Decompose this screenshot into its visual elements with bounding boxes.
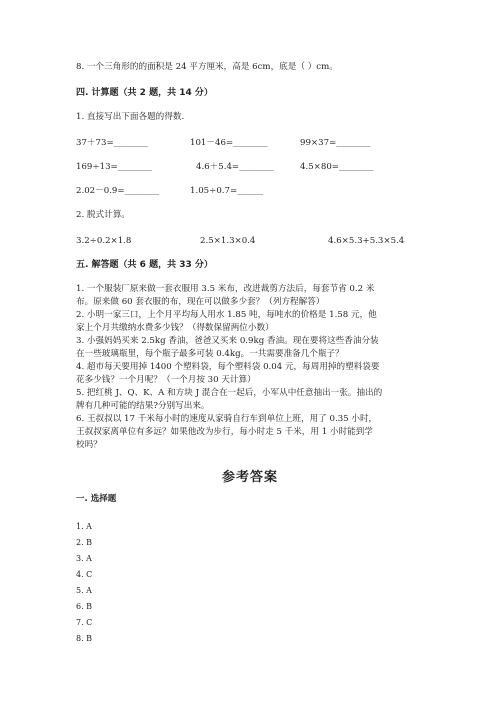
calc-item: 4.5×80=________	[300, 162, 374, 172]
problem-line: 花多少钱？一个月呢？（一个月按 30 天计算）	[76, 375, 256, 385]
answer-item: 2. B	[76, 538, 93, 547]
calc-item: 4.6＋5.4=________	[196, 162, 274, 172]
calc-item: 101－46=________	[190, 138, 268, 148]
section-4-heading: 四. 计算题（共 2 题，共 14 分）	[76, 88, 213, 98]
answer-item: 7. C	[76, 618, 93, 627]
problem-line: 布。原来做 60 套衣服的布，现在可以做多少套？（列方程解答）	[76, 297, 325, 307]
answer-item: 8. B	[76, 634, 93, 643]
calc-item: 4.6×5.3+5.3×5.4	[328, 236, 405, 246]
question-8: 8. 一个三角形的的面积是 24 平方厘米，高是 6cm，底是（ ）cm。	[76, 62, 338, 72]
problem-line: 校吗？	[76, 440, 102, 450]
problem-line: 1. 一个服装厂原来做一套衣服用 3.5 米布，改进裁剪方法后，每套节省 0.2 米	[76, 284, 375, 294]
calc-item: 37＋73=________	[76, 138, 149, 148]
answer-item: 5. A	[76, 586, 92, 595]
calc-item: 2.02－0.9=________	[76, 186, 159, 196]
section-5-heading: 五. 解答题（共 6 题，共 33 分）	[76, 260, 213, 270]
problem-line: 5. 把红桃 J、Q、K、A 和方块 J 混合在一起后，小军从中任意抽出一张。抽出的	[76, 388, 383, 398]
answer-item: 4. C	[76, 570, 93, 579]
answer-item: 3. A	[76, 554, 92, 563]
calc-item: 2.5×1.3×0.4	[200, 236, 256, 246]
problem-line: 家上个月共缴纳水费多少钱？（得数保留两位小数）	[76, 323, 274, 333]
problem-line: 2. 小明一家三口，上个月平均每人用水 1.85 吨，每吨水的价格是 1.58 元，他	[76, 310, 377, 320]
answers-heading: 一. 选择题	[76, 494, 117, 504]
problem-line: 6. 王叔叔以 17 千米每小时的速度从家骑自行车到单位上班，用了 0.35 小时，	[76, 414, 378, 424]
answer-item: 6. B	[76, 602, 93, 611]
problem-line: 3. 小强妈妈买来 2.5kg 香油，爸爸又买来 0.9kg 香油。现在要将这些香油分装	[76, 336, 379, 346]
answers-title: 参考答案	[221, 470, 278, 485]
calc-item: 3.2÷0.2×1.8	[76, 236, 132, 246]
problem-line: 在一些玻璃瓶里，每个瓶子最多可装 0.4kg。一共需要准备几个瓶子？	[76, 349, 344, 359]
problem-line: 王叔叔家离单位有多远？如果他改为步行，每小时走 5 千米，用 1 小时能到学	[76, 427, 373, 437]
calc-item: 1.05÷0.7=______	[190, 186, 263, 196]
calc-item: 169÷13=________	[76, 162, 153, 172]
problem-line: 4. 超市每天要用掉 1400 个塑料袋，每个塑料袋 0.04 元，每周用掉的塑料袋要	[76, 362, 380, 372]
problem-line: 牌有几种可能的结果?分别写出来。	[76, 401, 210, 411]
section-4-sub1: 1. 直接写出下面各题的得数.	[76, 112, 185, 122]
section-4-sub2: 2. 脱式计算。	[76, 210, 130, 220]
calc-item: 99×37=________	[300, 138, 371, 148]
answer-item: 1. A	[76, 522, 92, 531]
